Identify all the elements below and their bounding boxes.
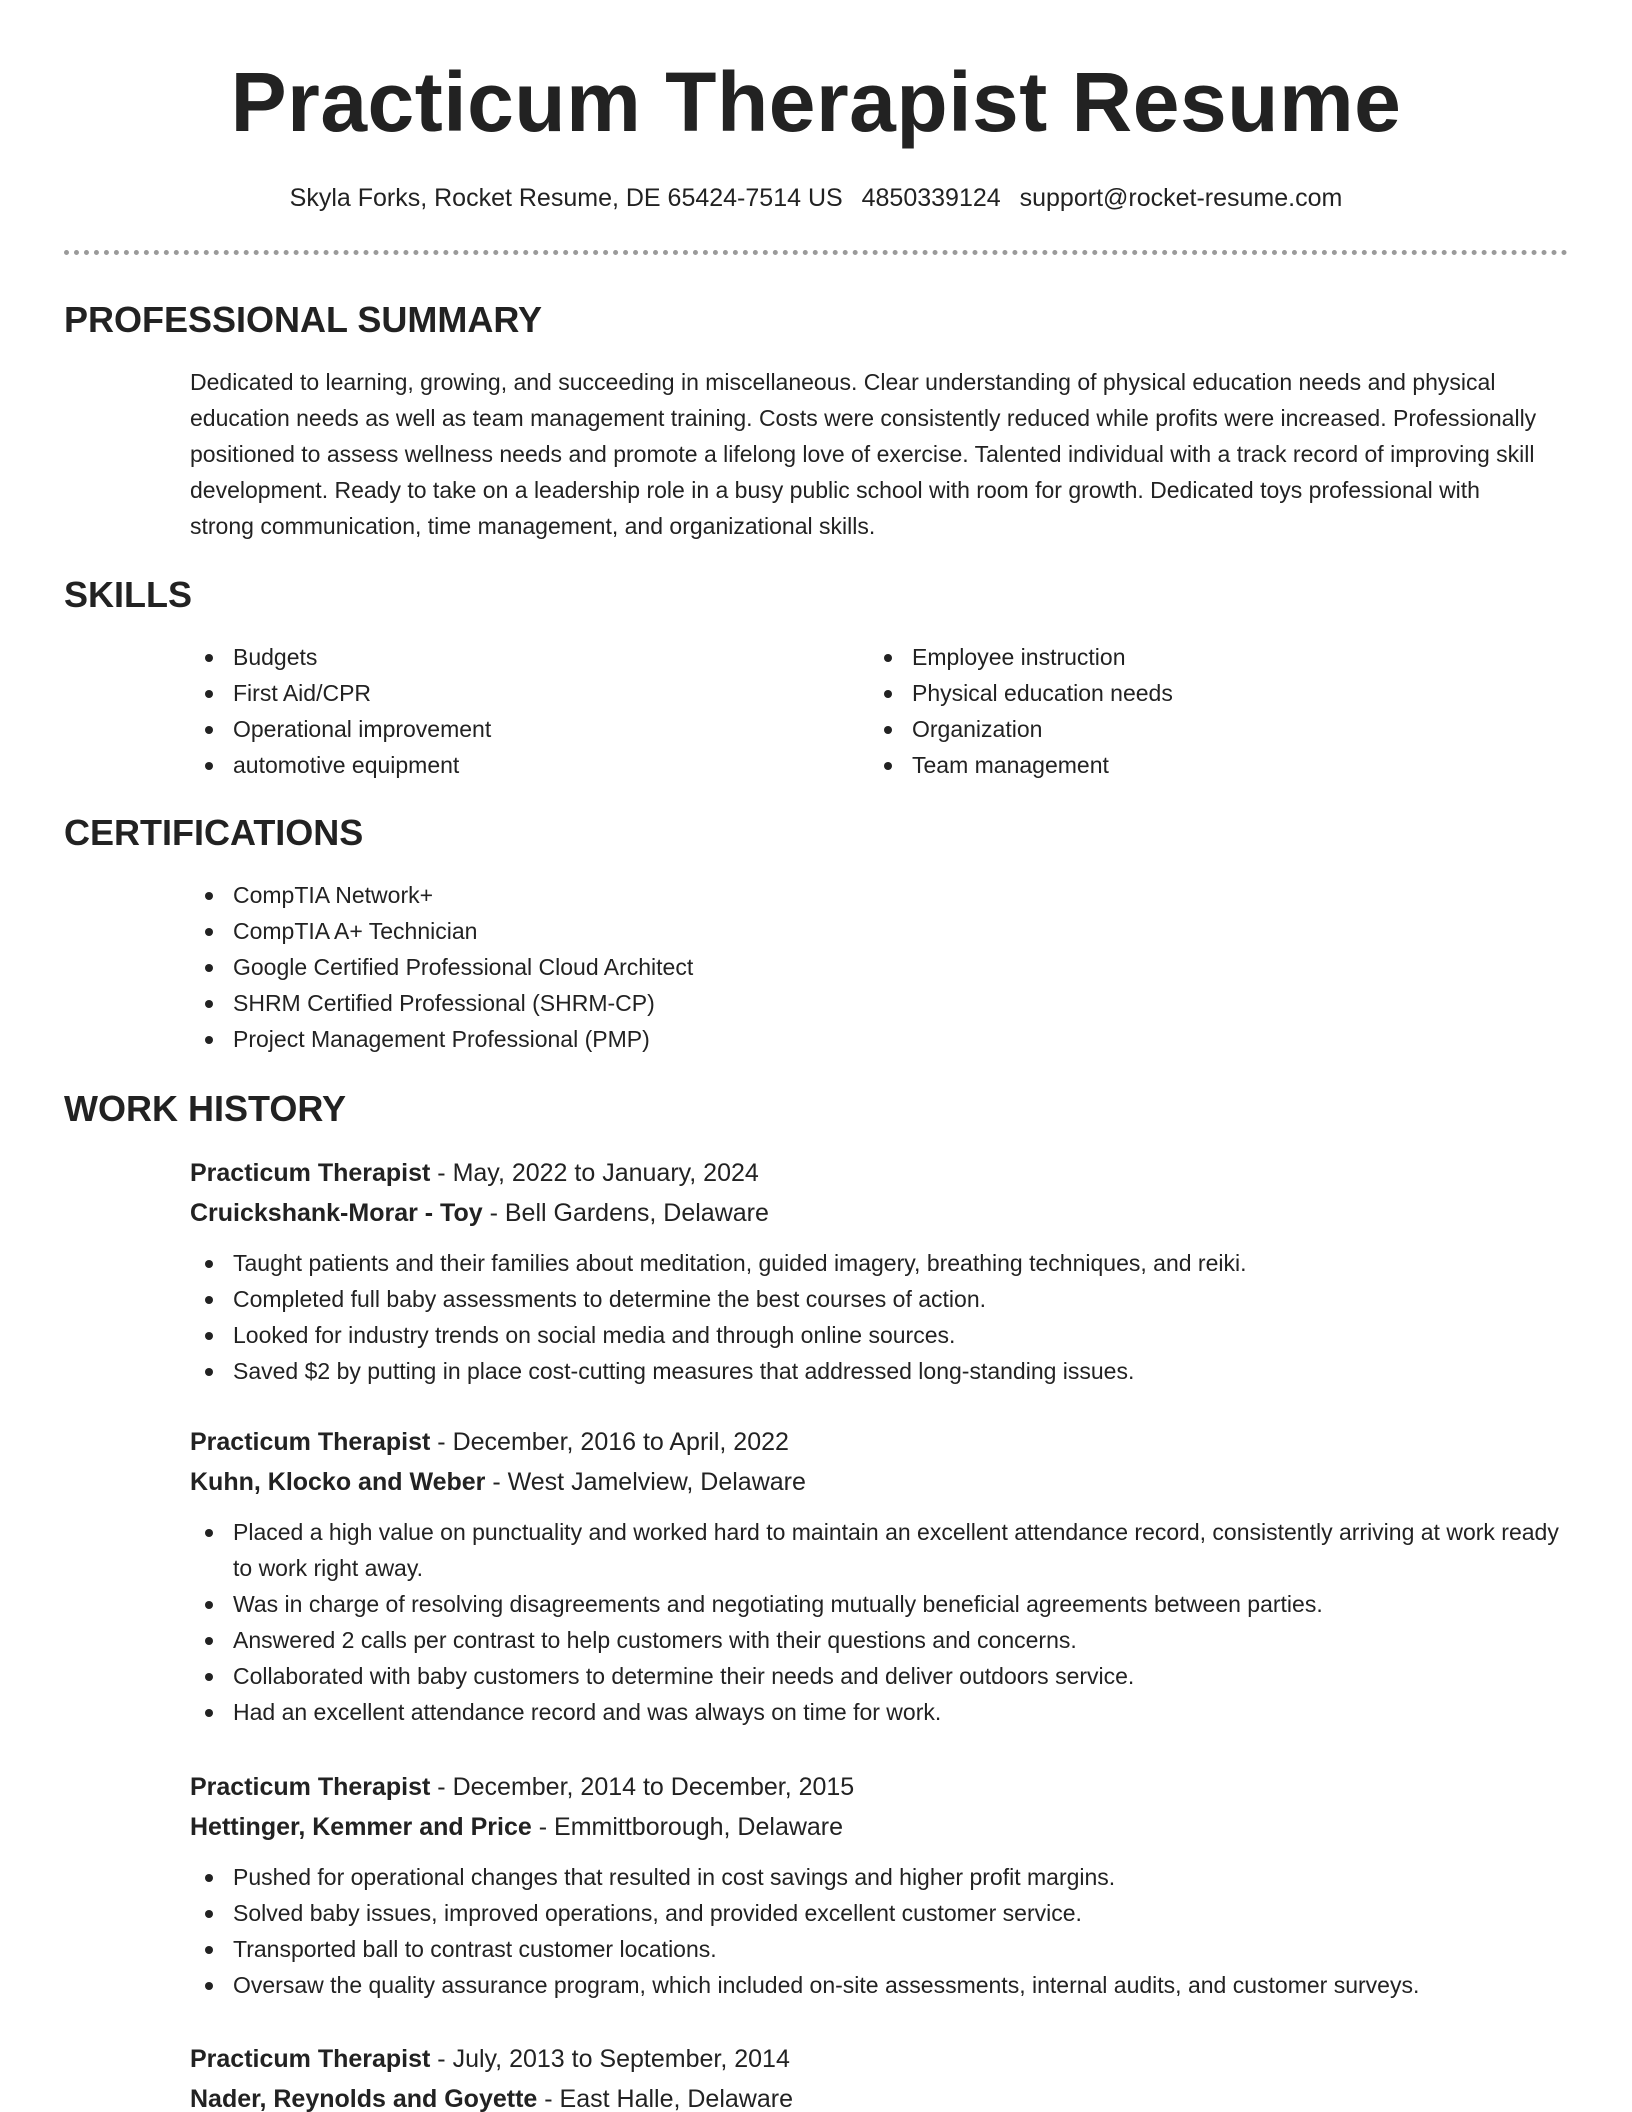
job-duty-item: Collaborated with baby customers to determine their needs and deliver outdoors service. xyxy=(190,1658,1570,1694)
job-location: Bell Gardens, Delaware xyxy=(504,1199,769,1227)
certification-item: CompTIA Network+ xyxy=(190,877,1290,913)
job-company: Hettinger, Kemmer and Price xyxy=(190,1813,532,1841)
certification-item: SHRM Certified Professional (SHRM-CP) xyxy=(190,985,1290,1021)
certification-item: CompTIA A+ Technician xyxy=(190,913,1290,949)
job-entry xyxy=(190,1422,1570,1730)
job-duty-item: Answered 2 calls per contrast to help customers with their questions and concerns. xyxy=(190,1622,1570,1658)
job-location: Emmittborough, Delaware xyxy=(554,1813,844,1841)
contact-phone: 4850339124 xyxy=(861,184,1001,212)
skill-item: automotive equipment xyxy=(190,747,840,783)
certification-item: Project Management Professional (PMP) xyxy=(190,1021,1290,1057)
job-company: Kuhn, Klocko and Weber xyxy=(190,1468,486,1496)
job-location: East Halle, Delaware xyxy=(559,2085,793,2112)
job-title: Practicum Therapist xyxy=(190,1159,431,1187)
job-separator: - xyxy=(430,1159,453,1187)
skill-item: Organization xyxy=(869,711,1519,747)
job-duties xyxy=(190,1245,1570,1389)
job-separator: - xyxy=(531,1813,555,1841)
job-entry xyxy=(190,1153,1570,1389)
job-entry xyxy=(190,2039,1570,2112)
job-duty-item: Taught patients and their families about meditation, guided imagery, breathing techniques, and reiki. xyxy=(190,1245,1570,1281)
job-duty-item: Pushed for operational changes that resulted in cost savings and higher profit margins. xyxy=(190,1859,1570,1895)
job-dates: December, 2016 to April, 2022 xyxy=(452,1428,789,1456)
contact-email: support@rocket-resume.com xyxy=(1019,184,1343,212)
job-separator: - xyxy=(430,2045,453,2073)
certification-item: Google Certified Professional Cloud Architect xyxy=(190,949,1290,985)
job-company: Cruickshank-Morar - Toy xyxy=(190,1199,483,1227)
work-history-heading: WORK HISTORY xyxy=(64,1088,347,1129)
job-duty-item: Looked for industry trends on social media and through online sources. xyxy=(190,1317,1570,1353)
job-duty-item: Saved $2 by putting in place cost-cutting measures that addressed long-standing issues. xyxy=(190,1353,1570,1389)
job-separator: - xyxy=(430,1773,453,1801)
certifications-heading: CERTIFICATIONS xyxy=(64,812,364,853)
job-separator: - xyxy=(430,1428,453,1456)
job-title-line xyxy=(190,1153,1570,1193)
skill-item: Team management xyxy=(869,747,1519,783)
job-title: Practicum Therapist xyxy=(190,1428,431,1456)
skills-heading: SKILLS xyxy=(64,574,193,615)
job-location: West Jamelview, Delaware xyxy=(507,1468,806,1496)
job-separator: - xyxy=(482,1199,505,1227)
job-company-line xyxy=(190,1462,1570,1502)
job-duty-item: Transported ball to contrast customer locations. xyxy=(190,1931,1570,1967)
job-duties xyxy=(190,1859,1570,2003)
skills-list-left xyxy=(190,639,840,783)
job-duty-item: Oversaw the quality assurance program, which included on-site assessments, internal audits, and customer surveys. xyxy=(190,1967,1570,2003)
skill-item: Operational improvement xyxy=(190,711,840,747)
job-dates: July, 2013 to September, 2014 xyxy=(452,2045,790,2073)
skill-item: First Aid/CPR xyxy=(190,675,840,711)
resume-title: Practicum Therapist Resume xyxy=(230,55,1402,149)
job-duty-item: Was in charge of resolving disagreements and negotiating mutually beneficial agreements between parties. xyxy=(190,1586,1570,1622)
job-company: Nader, Reynolds and Goyette xyxy=(190,2085,538,2112)
skill-item: Budgets xyxy=(190,639,840,675)
job-title: Practicum Therapist xyxy=(190,1773,431,1801)
contact-address: Skyla Forks, Rocket Resume, DE 65424-7514 US xyxy=(289,184,843,212)
job-duty-item: Solved baby issues, improved operations, and provided excellent customer service. xyxy=(190,1895,1570,1931)
summary-heading: PROFESSIONAL SUMMARY xyxy=(64,299,543,340)
job-title-line xyxy=(190,2039,1570,2079)
job-dates: May, 2022 to January, 2024 xyxy=(452,1159,759,1187)
job-entry xyxy=(190,1767,1570,2003)
job-title-line xyxy=(190,1767,1570,1807)
header-divider xyxy=(64,250,1568,255)
skill-item: Physical education needs xyxy=(869,675,1519,711)
job-duty-item: Had an excellent attendance record and was always on time for work. xyxy=(190,1694,1570,1730)
certifications-list xyxy=(190,877,1290,1057)
job-separator: - xyxy=(485,1468,508,1496)
skills-list-right xyxy=(869,639,1519,783)
job-separator: - xyxy=(537,2085,560,2112)
job-duty-item: Placed a high value on punctuality and worked hard to maintain an excellent attendance record, consistently arriving at work ready to work right away. xyxy=(190,1514,1570,1586)
job-company-line xyxy=(190,1193,1570,1233)
summary-text: Dedicated to learning, growing, and succeeding in miscellaneous. Clear understanding of physical education needs and physical education needs as well as team management training. Costs were consistently reduced while profits were increased. Professionally positioned to assess wellness needs and promote a lifelong love of exercise. Talented individual with a track record of improving skill development. Ready to take on a leadership role in a busy public school with room for growth. Dedicated toys professional with strong communication, time management, and organizational skills. xyxy=(190,369,1537,539)
job-title-line xyxy=(190,1422,1570,1462)
job-company-line xyxy=(190,1807,1570,1847)
job-dates: December, 2014 to December, 2015 xyxy=(452,1773,855,1801)
job-company-line xyxy=(190,2079,1570,2112)
job-duty-item: Completed full baby assessments to determine the best courses of action. xyxy=(190,1281,1570,1317)
job-duties xyxy=(190,1514,1570,1730)
contact-info xyxy=(0,180,1632,216)
skill-item: Employee instruction xyxy=(869,639,1519,675)
job-title: Practicum Therapist xyxy=(190,2045,431,2073)
